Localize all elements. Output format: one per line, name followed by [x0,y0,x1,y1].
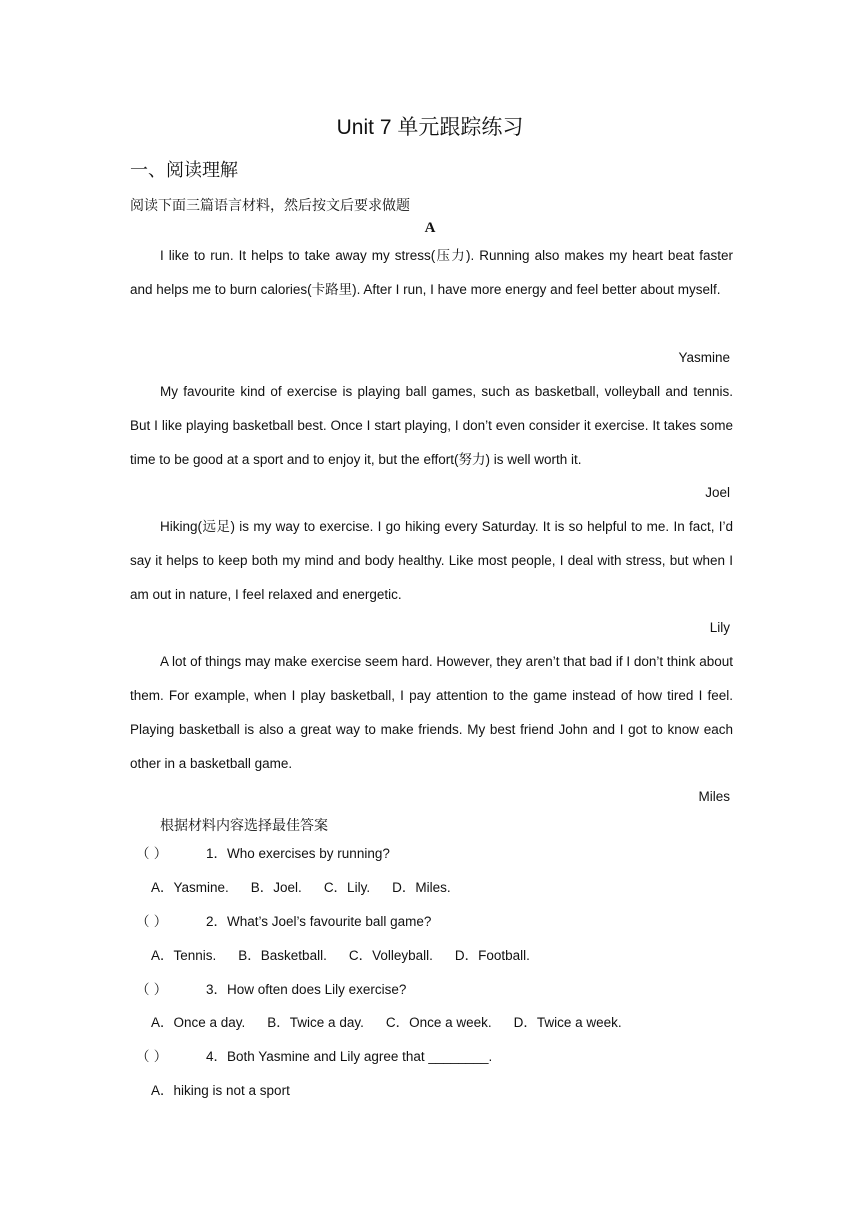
question-text: How often does Lily exercise? [227,982,407,997]
answer-bracket[interactable]: （ ） [136,846,168,862]
question-number: 1． [206,846,228,861]
answer-bracket[interactable]: （ ） [136,914,168,930]
question-2 [136,905,431,939]
paragraph-lily: Hiking(远足) is my way to exercise. I go hiking every Saturday. It is so helpful to me. In fact, I’d say it helps to keep both my mind and body healthy. Like most people, I deal with stress, but when I am out in nature, I feel relaxed and energetic. [130,519,733,602]
option-b[interactable]: B．Joel. [250,880,302,895]
options-1 [151,871,473,905]
signature-yasmine: Yasmine [678,350,730,365]
option-a[interactable]: A．Once a day. [151,1015,246,1030]
passage-label: A [424,220,436,236]
option-b[interactable]: B．Twice a day. [267,1015,364,1030]
paragraph-miles: A lot of things may make exercise seem hard. However, they aren’t that bad if I don’t think about them. For example, when I play basketball, I pay attention to the game instead of how tired I feel. Playing basketball is also a great way to make friends. My best friend John and I got to know each other in a basketball game. [130,654,733,771]
section-heading: 一、阅读理解 [130,160,238,181]
options-4 [151,1074,312,1108]
option-d[interactable]: D．Football. [454,948,530,963]
paragraph-joel: My favourite kind of exercise is playing ball games, such as basketball, volleyball and tennis. But I like playing basketball best. Once I start playing, I don’t even consider it exercise. It takes some time to be good at a sport and to enjoy it, but the effort(努力) is well worth it. [130,384,733,467]
option-c[interactable]: C．Lily. [323,880,371,895]
option-a[interactable]: A．Tennis. [151,948,217,963]
options-3 [151,1006,644,1040]
question-4 [136,1040,492,1074]
signature-joel: Joel [705,485,730,500]
answer-bracket[interactable]: （ ） [136,982,168,998]
option-c[interactable]: C．Volleyball. [348,948,433,963]
question-number: 4． [206,1049,228,1064]
question-number: 2． [206,914,228,929]
answer-bracket[interactable]: （ ） [136,1049,168,1065]
reading-instruction: 阅读下面三篇语言材料，然后按文后要求做题 [130,198,410,214]
signature-lily: Lily [709,620,730,635]
option-a[interactable]: A．hiking is not a sport [151,1083,290,1098]
option-c[interactable]: C．Once a week. [385,1015,492,1030]
question-number: 3． [206,982,228,997]
option-b[interactable]: B．Basketball. [238,948,327,963]
question-1 [136,837,390,871]
signature-miles: Miles [698,789,730,804]
options-2 [151,939,552,973]
question-text: Who exercises by running? [227,846,390,861]
paragraph-yasmine: I like to run. It helps to take away my stress(压力). Running also makes my heart beat faster and helps me to burn calories(卡路里). After I run, I have more energy and feel better about myself. [130,248,733,297]
option-d[interactable]: D．Miles. [392,880,451,895]
option-a[interactable]: A．Yasmine. [151,880,229,895]
question-3 [136,973,406,1007]
page-title: Unit 7 单元跟踪练习 [336,116,524,139]
question-text: What’s Joel’s favourite ball game? [227,914,432,929]
question-text: Both Yasmine and Lily agree that ________. [227,1049,493,1064]
option-d[interactable]: D．Twice a week. [513,1015,622,1030]
choose-instruction: 根据材料内容选择最佳答案 [160,818,328,834]
